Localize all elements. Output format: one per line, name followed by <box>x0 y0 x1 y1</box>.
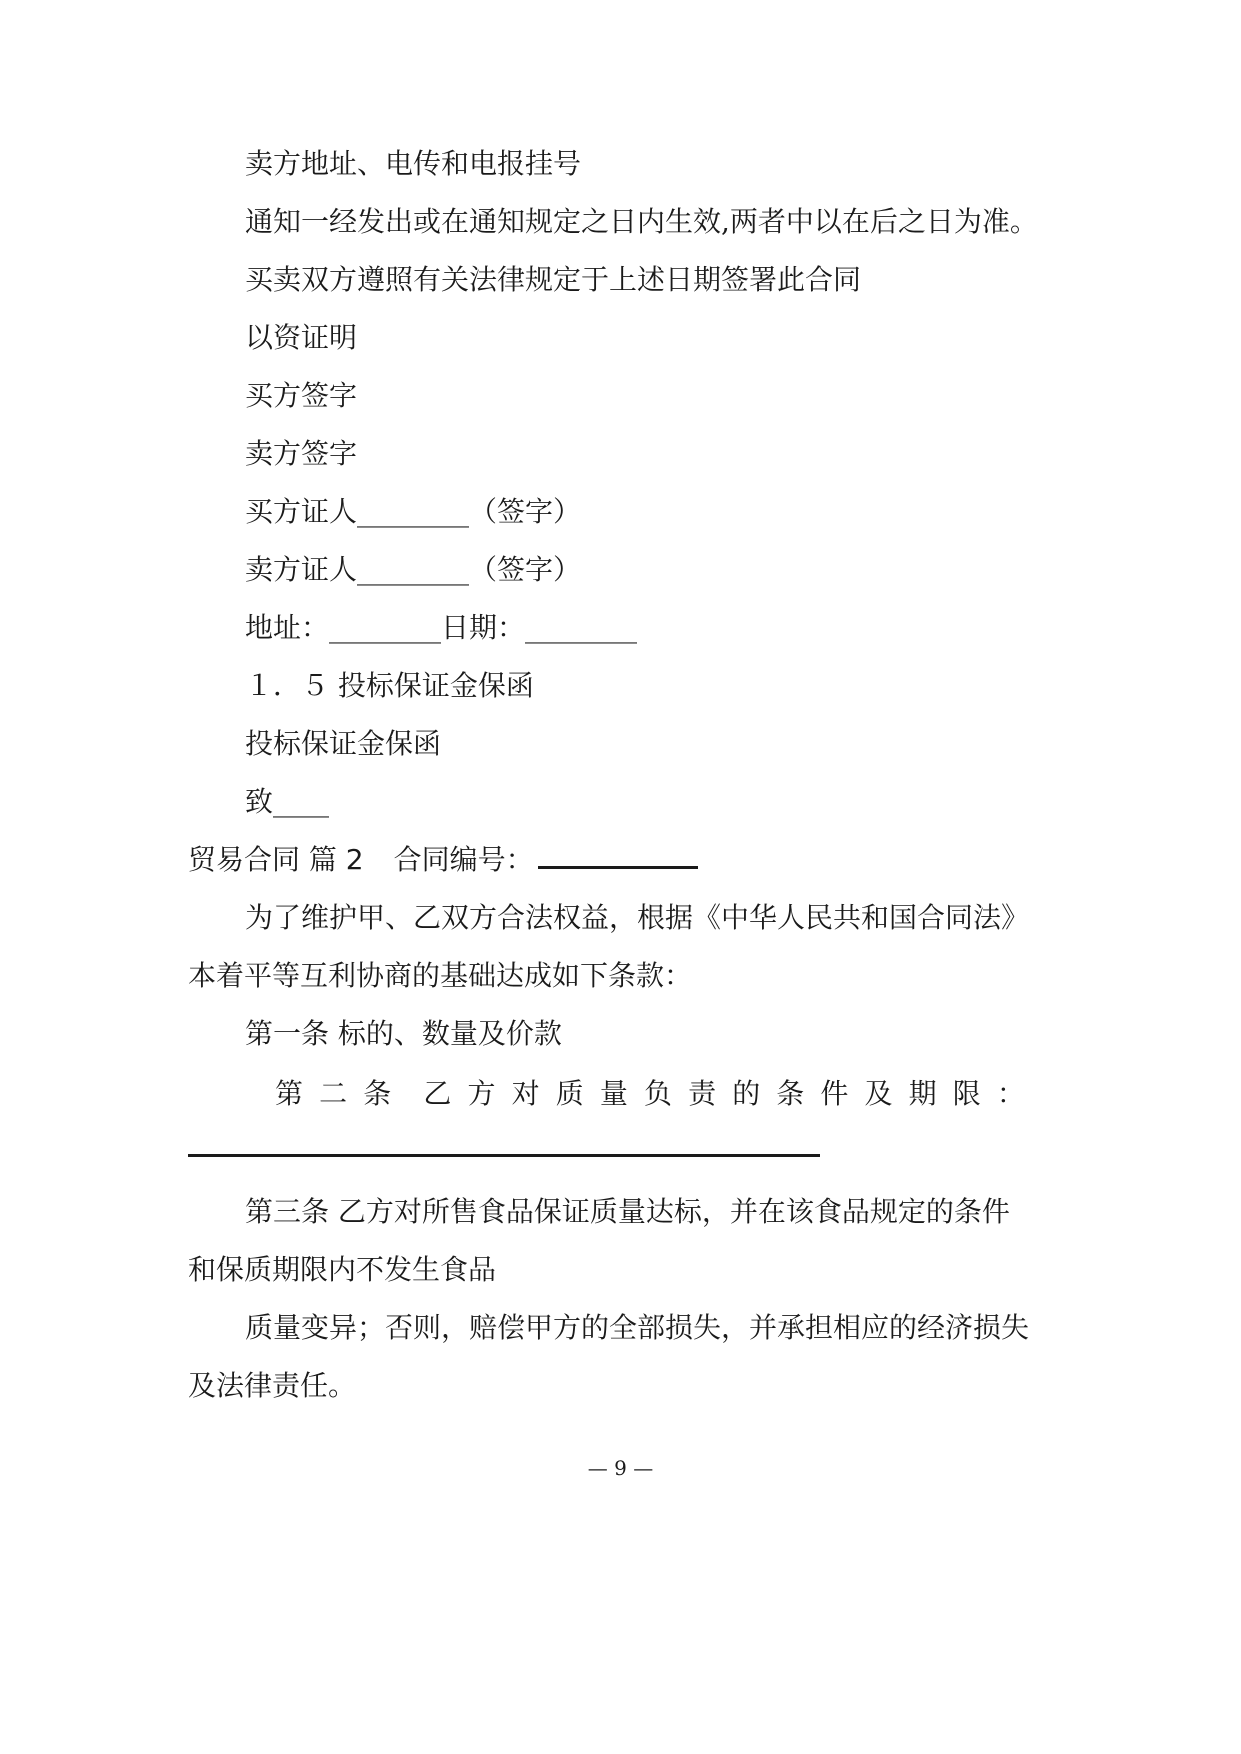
paragraph-line: 为了维护甲、乙双方合法权益，根据《中华人民共和国合同法》 <box>245 901 1030 934</box>
article-2-char: 乙 <box>423 1077 452 1110</box>
article-2-char: 二 <box>319 1077 348 1110</box>
article-2-char: 限 <box>952 1077 981 1110</box>
text-line: 卖方签字 <box>245 437 358 470</box>
article-2 <box>275 1076 1025 1112</box>
paragraph-line: 质量变异；否则，赔偿甲方的全部损失，并承担相应的经济损失 <box>245 1311 1030 1344</box>
article-2-char: 质 <box>555 1077 584 1110</box>
article-2-char: 的 <box>732 1077 761 1110</box>
section-heading: １．５ 投标保证金保函 <box>245 669 534 702</box>
text-line: 通知一经发出或在通知规定之日内生效,两者中以在后之日为准。 <box>245 205 1038 238</box>
article-2-char: 期 <box>908 1077 937 1110</box>
article-2-blank-rule <box>188 1154 820 1157</box>
paragraph-line: 及法律责任。 <box>188 1369 357 1402</box>
text-line: 买卖双方遵照有关法律规定于上述日期签署此合同 <box>245 263 862 296</box>
text-line: 致____ <box>245 785 330 818</box>
text-line: 买方证人________（签字） <box>245 495 582 528</box>
contract-number-blank <box>538 846 698 869</box>
page-number: — 9 — <box>587 1456 654 1480</box>
article-2-char: 方 <box>467 1077 496 1110</box>
text-line: 以资证明 <box>245 321 358 354</box>
article-2-char: 件 <box>820 1077 849 1110</box>
article-1: 第一条 标的、数量及价款 <box>245 1017 562 1050</box>
article-2-char: 量 <box>599 1077 628 1110</box>
contract-heading <box>188 842 698 878</box>
paragraph-line: 本着平等互利协商的基础达成如下条款： <box>188 959 693 992</box>
article-2-char: 及 <box>864 1077 893 1110</box>
text-line: 买方签字 <box>245 379 358 412</box>
text-line: 投标保证金保函 <box>245 727 442 760</box>
article-3: 第三条 乙方对所售食品保证质量达标，并在该食品规定的条件 <box>245 1195 1010 1228</box>
article-2-char: 责 <box>688 1077 717 1110</box>
paragraph-line: 和保质期限内不发生食品 <box>188 1253 497 1286</box>
article-2-char: 条 <box>776 1077 805 1110</box>
text-line: 地址：________日期：________ <box>245 611 638 644</box>
article-2-char: 负 <box>643 1077 672 1110</box>
text-line: 卖方地址、电传和电报挂号 <box>245 147 582 180</box>
article-2-char: 第 <box>275 1077 304 1110</box>
article-2-char: 对 <box>511 1077 540 1110</box>
contract-title: 贸易合同 篇 2 <box>188 843 364 876</box>
article-2-char: 条 <box>363 1077 392 1110</box>
text-line: 卖方证人________（签字） <box>245 553 582 586</box>
article-2-char: ： <box>996 1077 1025 1110</box>
contract-number-label: 合同编号： <box>393 843 534 876</box>
